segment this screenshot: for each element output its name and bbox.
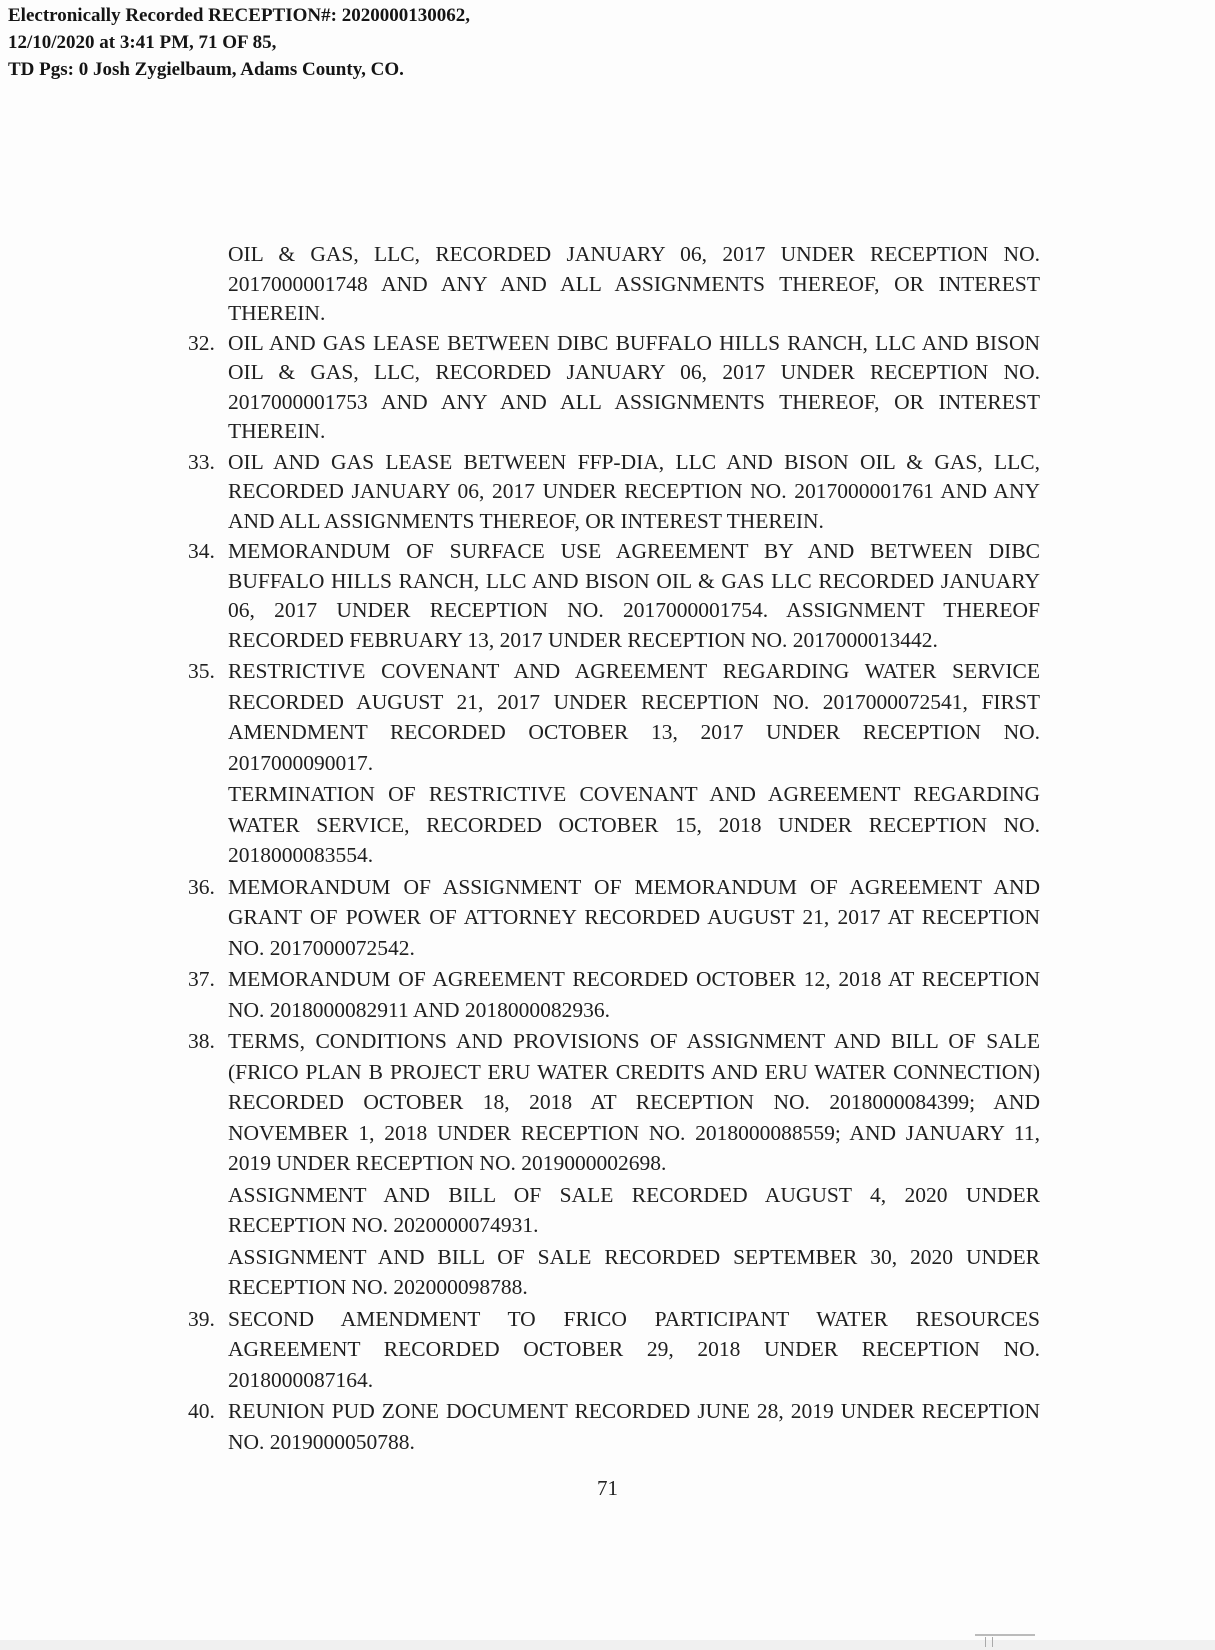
scan-artifact — [985, 1637, 993, 1647]
item-number: 34. — [188, 539, 215, 563]
item-number: 36. — [188, 874, 215, 899]
item-text: TERMS, CONDITIONS AND PROVISIONS OF ASSIGNMENT AND BILL OF SALE (FRICO PLAN B PROJECT ERU WATER CREDITS AND ERU WATER CONNECTION) RECORDED OCTOBER 18, 2018 AT RECEPTION NO. 2018000084399; AND NOVEMBER 1, 2018 UNDER RECEPTION NO. 2018000088559; AND JANUARY 11, 2019 UNDER RECEPTION NO. 2019000002698. — [228, 1029, 1040, 1175]
item-subparagraph: ASSIGNMENT AND BILL OF SALE RECORDED SEPTEMBER 30, 2020 UNDER RECEPTION NO. 202000098788. — [228, 1244, 1040, 1299]
list-item-33 — [188, 448, 1040, 537]
scan-bottom-edge — [0, 1640, 1215, 1650]
list-item-35 — [188, 656, 1040, 871]
list-item-34 — [188, 537, 1040, 655]
item-number: 38. — [188, 1029, 215, 1053]
recording-stamp-line-2: 12/10/2020 at 3:41 PM, 71 OF 85, — [8, 32, 277, 53]
item-number: 32. — [188, 330, 215, 355]
item-text: MEMORANDUM OF ASSIGNMENT OF MEMORANDUM OF AGREEMENT AND GRANT OF POWER OF ATTORNEY RECORDED AUGUST 21, 2017 AT RECEPTION NO. 2017000072542. — [228, 874, 1040, 960]
list-item-39 — [188, 1304, 1040, 1396]
list-item-36 — [188, 872, 1040, 964]
item-text: MEMORANDUM OF AGREEMENT RECORDED OCTOBER 12, 2018 AT RECEPTION NO. 2018000082911 AND 2018000082936. — [228, 967, 1040, 1022]
item-number: 35. — [188, 659, 215, 683]
list-item-37 — [188, 964, 1040, 1025]
item-text: MEMORANDUM OF SURFACE USE AGREEMENT BY AND BETWEEN DIBC BUFFALO HILLS RANCH, LLC AND BISON OIL & GAS LLC RECORDED JANUARY 06, 2017 UNDER RECEPTION NO. 2017000001754. ASSIGNMENT THEREOF RECORDED FEBRUARY 13, 2017 UNDER RECEPTION NO. 2017000013442. — [228, 539, 1040, 652]
item-text: REUNION PUD ZONE DOCUMENT RECORDED JUNE 28, 2019 UNDER RECEPTION NO. 2019000050788. — [228, 1399, 1040, 1454]
page-number: 71 — [597, 1476, 618, 1500]
item-number: 33. — [188, 449, 215, 474]
item-subparagraph: TERMINATION OF RESTRICTIVE COVENANT AND AGREEMENT REGARDING WATER SERVICE, RECORDED OCTOBER 15, 2018 UNDER RECEPTION NO. 2018000083554. — [228, 782, 1040, 867]
continued-item-text: OIL & GAS, LLC, RECORDED JANUARY 06, 2017 UNDER RECEPTION NO. 2017000001748 AND ANY AND ALL ASSIGNMENTS THEREOF, OR INTEREST THEREIN. — [228, 242, 1040, 325]
item-subparagraph: ASSIGNMENT AND BILL OF SALE RECORDED AUGUST 4, 2020 UNDER RECEPTION NO. 2020000074931. — [228, 1182, 1040, 1237]
item-text: OIL AND GAS LEASE BETWEEN FFP-DIA, LLC AND BISON OIL & GAS, LLC, RECORDED JANUARY 06, 2017 UNDER RECEPTION NO. 2017000001761 AND ANY AND ALL ASSIGNMENTS THEREOF, OR INTEREST THEREIN. — [228, 449, 1040, 533]
recording-stamp-line-1: Electronically Recorded RECEPTION#: 2020000130062, — [8, 5, 470, 26]
list-item-32 — [188, 329, 1040, 447]
recording-stamp-line-3: TD Pgs: 0 Josh Zygielbaum, Adams County, CO. — [8, 59, 404, 80]
item-number: 40. — [188, 1399, 215, 1423]
item-text: RESTRICTIVE COVENANT AND AGREEMENT REGARDING WATER SERVICE RECORDED AUGUST 21, 2017 UNDER RECEPTION NO. 2017000072541, FIRST AMENDMENT RECORDED OCTOBER 13, 2017 UNDER RECEPTION NO. 2017000090017. — [228, 659, 1040, 775]
list-item-40 — [188, 1396, 1040, 1457]
item-text: SECOND AMENDMENT TO FRICO PARTICIPANT WATER RESOURCES AGREEMENT RECORDED OCTOBER 29, 2018 UNDER RECEPTION NO. 2018000087164. — [228, 1306, 1040, 1392]
item-number: 39. — [188, 1306, 215, 1331]
list-item-38 — [188, 1026, 1040, 1303]
item-number: 37. — [188, 967, 215, 991]
exceptions-list — [188, 240, 1040, 1458]
recording-stamp — [8, 2, 470, 83]
scan-artifact — [975, 1634, 1035, 1636]
item-text: OIL AND GAS LEASE BETWEEN DIBC BUFFALO HILLS RANCH, LLC AND BISON OIL & GAS, LLC, RECORDED JANUARY 06, 2017 UNDER RECEPTION NO. 2017000001753 AND ANY AND ALL ASSIGNMENTS THEREOF, OR INTEREST THEREIN. — [228, 330, 1040, 443]
